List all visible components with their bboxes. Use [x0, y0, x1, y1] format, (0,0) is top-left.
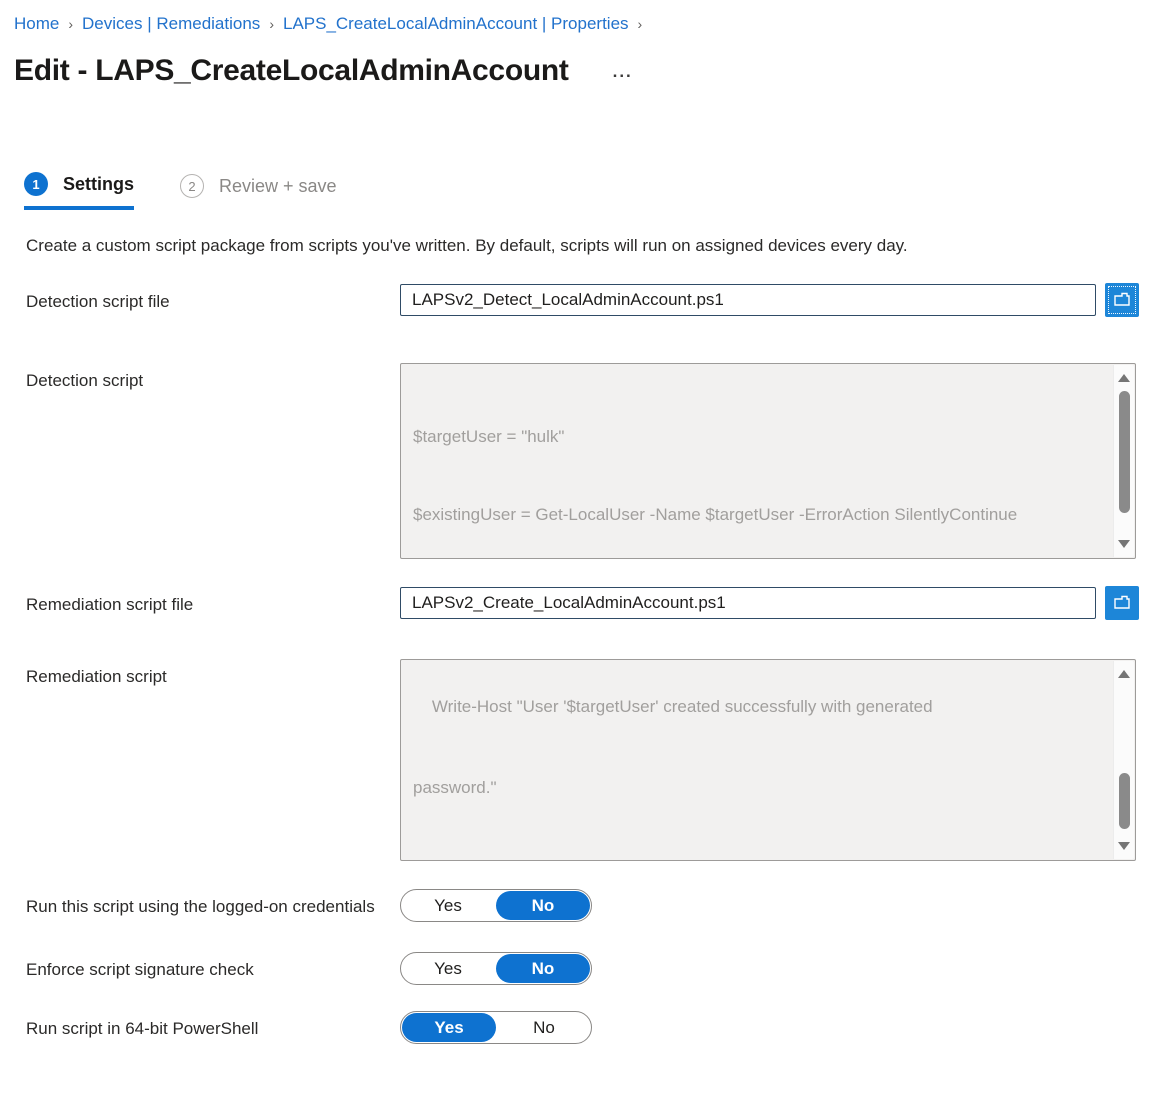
tab-review-save[interactable]: [180, 172, 337, 210]
detection-script-row: [26, 363, 1162, 559]
scroll-down-icon[interactable]: [1118, 540, 1130, 548]
more-options-icon[interactable]: ...: [612, 62, 633, 81]
tab-settings[interactable]: [24, 172, 134, 210]
chevron-right-icon: ›: [68, 16, 74, 32]
tab-settings-label: Settings: [63, 173, 135, 194]
step-2-badge: 2: [180, 174, 204, 198]
toggle-option-no[interactable]: No: [496, 954, 590, 983]
code-line: [413, 855, 1101, 860]
remediation-script-row: [26, 659, 1162, 861]
breadcrumb-properties[interactable]: LAPS_CreateLocalAdminAccount | Properties: [282, 13, 629, 33]
signature-check-toggle: [400, 952, 592, 985]
logged-on-credentials-label: Run this script using the logged-on credentials: [26, 897, 375, 916]
powershell-64bit-row: [26, 1011, 1162, 1044]
toggle-option-no[interactable]: No: [533, 1017, 555, 1037]
powershell-64bit-toggle: [400, 1011, 592, 1044]
remediation-file-row: [26, 587, 1162, 620]
detection-script-label: Detection script: [26, 371, 144, 390]
toggle-option-yes[interactable]: Yes: [434, 895, 462, 915]
logged-on-credentials-toggle: [400, 889, 592, 922]
folder-icon: [1112, 290, 1132, 310]
toggle-option-yes[interactable]: Yes: [402, 1013, 496, 1042]
breadcrumb-devices-remediations[interactable]: Devices | Remediations: [82, 13, 261, 33]
code-line: password.": [413, 778, 497, 797]
folder-icon: [1112, 593, 1132, 613]
remediation-file-label: Remediation script file: [26, 595, 194, 614]
remediation-browse-button[interactable]: [1105, 586, 1139, 620]
detection-file-input[interactable]: [400, 284, 1096, 316]
scrollbar[interactable]: [1113, 365, 1134, 557]
page-description: Create a custom script package from scripts you've written. By default, scripts will run on assigned devices every day.: [26, 236, 908, 255]
detection-script-content: [401, 364, 1113, 558]
remediation-script-box[interactable]: [400, 659, 1136, 861]
logged-on-credentials-row: [26, 889, 1162, 922]
signature-check-row: [26, 952, 1162, 985]
toggle-option-no[interactable]: No: [496, 891, 590, 920]
scroll-up-icon[interactable]: [1118, 670, 1130, 678]
chevron-right-icon: ›: [269, 16, 274, 32]
signature-check-label: Enforce script signature check: [26, 960, 254, 979]
page-title: Edit - LAPS_CreateLocalAdminAccount: [14, 54, 569, 87]
code-line: $targetUser = "hulk": [413, 427, 565, 446]
wizard-tabs: [24, 172, 1162, 210]
scroll-up-icon[interactable]: [1118, 374, 1130, 382]
detection-file-row: [26, 284, 1162, 317]
toggle-option-yes[interactable]: Yes: [434, 958, 462, 978]
remediation-file-input[interactable]: [400, 587, 1096, 619]
breadcrumb-home[interactable]: Home: [14, 13, 60, 33]
breadcrumb: [14, 12, 1162, 35]
scrollbar[interactable]: [1113, 661, 1134, 859]
remediation-script-label: Remediation script: [26, 667, 167, 686]
detection-browse-button[interactable]: [1105, 283, 1139, 317]
scrollbar-thumb[interactable]: [1119, 391, 1130, 513]
settings-form: [26, 284, 1162, 1044]
detection-file-label: Detection script file: [26, 292, 170, 311]
scroll-down-icon[interactable]: [1118, 842, 1130, 850]
detection-script-box[interactable]: [400, 363, 1136, 559]
code-line-clipped: Write-Host "User '$targetUser' created successfully with generated: [413, 697, 933, 716]
code-line: $existingUser = Get-LocalUser -Name $targetUser -ErrorAction SilentlyContinue: [413, 505, 1018, 524]
tab-review-save-label: Review + save: [219, 175, 337, 196]
title-row: [14, 51, 1162, 91]
scrollbar-thumb[interactable]: [1119, 773, 1130, 829]
step-1-badge: 1: [24, 172, 48, 196]
remediation-script-content: [401, 660, 1113, 860]
chevron-right-icon: ›: [637, 16, 643, 32]
powershell-64bit-label: Run script in 64-bit PowerShell: [26, 1019, 259, 1038]
